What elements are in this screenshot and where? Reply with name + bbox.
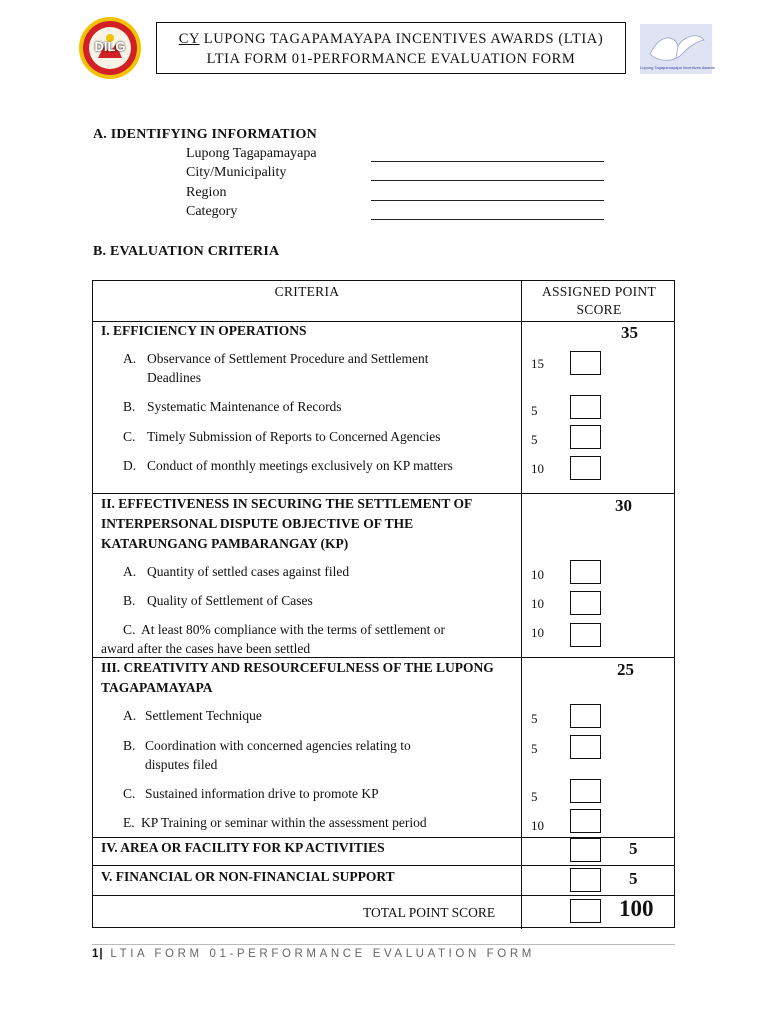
item-letter: B.	[123, 593, 136, 608]
title-year-prefix: CY	[178, 31, 200, 47]
item-letter: A.	[123, 351, 137, 366]
item-text: Coordination with concerned agencies relating to	[145, 738, 411, 753]
item-text: Conduct of monthly meetings exclusively on KP matters	[147, 458, 453, 473]
item-points: 10	[531, 461, 544, 476]
dilg-logo-text: DILG	[94, 39, 126, 54]
row-divider	[93, 895, 674, 896]
item-letter: C.	[123, 622, 136, 637]
field-region	[186, 185, 606, 204]
item-text: Quantity of settled cases against filed	[147, 564, 350, 579]
item-letter: D.	[123, 458, 137, 473]
category-3-total: 25	[617, 660, 634, 679]
category-4-title: IV. AREA OR FACILITY FOR KP ACTIVITIES	[101, 840, 385, 855]
field-city	[186, 165, 606, 184]
column-divider	[521, 281, 522, 929]
item-text: disputes filed	[145, 757, 218, 772]
section-b-title: B. EVALUATION CRITERIA	[93, 244, 280, 259]
item-points: 5	[531, 711, 538, 726]
item-letter: B.	[123, 738, 136, 753]
item-text: Quality of Settlement of Cases	[147, 593, 313, 608]
field-label: Category	[186, 204, 238, 219]
score-checkbox[interactable]	[570, 704, 601, 728]
category-2-title-line3: KATARUNGANG PAMBARANGAY (KP)	[101, 536, 349, 551]
score-checkbox[interactable]	[570, 560, 601, 584]
form-title-box	[156, 22, 626, 74]
page-number: 1	[92, 948, 100, 960]
item-points: 10	[531, 596, 544, 611]
form-title-line2: LTIA FORM 01-PERFORMANCE EVALUATION FORM	[206, 51, 576, 67]
category-4-total: 5	[629, 839, 638, 858]
score-checkbox[interactable]	[570, 425, 601, 449]
score-header-line1: ASSIGNED POINT	[541, 284, 657, 299]
category-2-title-line2: INTERPERSONAL DISPUTE OBJECTIVE OF THE	[101, 516, 414, 531]
category-1-title: I. EFFICIENCY IN OPERATIONS	[101, 323, 307, 338]
total-point-score-value: 100	[619, 896, 654, 921]
form-title-line1: LUPONG TAGAPAMAYAPA INCENTIVES AWARDS (LTIA)	[203, 31, 604, 47]
category-3-title-line1: III. CREATIVITY AND RESOURCEFULNESS OF THE LUPONG	[101, 660, 494, 675]
item-points: 5	[531, 741, 538, 756]
score-checkbox[interactable]	[570, 868, 601, 892]
item-text: Systematic Maintenance of Records	[147, 399, 342, 414]
footer-separator: |	[99, 948, 104, 960]
item-text: Timely Submission of Reports to Concerned Agencies	[147, 429, 441, 444]
category-3-title-line2: TAGAPAMAYAPA	[101, 680, 213, 695]
item-points: 10	[531, 625, 544, 640]
score-checkbox[interactable]	[570, 351, 601, 375]
category-5-title: V. FINANCIAL OR NON-FINANCIAL SUPPORT	[101, 869, 395, 884]
score-checkbox[interactable]	[570, 395, 601, 419]
field-category	[186, 204, 606, 223]
item-points: 10	[531, 818, 544, 833]
item-text: At least 80% compliance with the terms of settlement or	[141, 622, 446, 637]
ltia-logo-caption: Lupong Tagapamayapa Incentives Awards	[640, 65, 716, 70]
score-checkbox[interactable]	[570, 779, 601, 803]
item-text: Deadlines	[147, 370, 201, 385]
field-label: City/Municipality	[186, 165, 287, 180]
criteria-header: CRITERIA	[274, 284, 340, 299]
total-point-score-label: TOTAL POINT SCORE	[363, 905, 496, 920]
fill-in-line[interactable]	[371, 200, 604, 201]
item-letter: C.	[123, 429, 136, 444]
item-letter: E.	[123, 815, 135, 830]
score-checkbox[interactable]	[570, 809, 601, 833]
item-letter: B.	[123, 399, 136, 414]
field-label: Lupong Tagapamayapa	[186, 146, 317, 161]
score-checkbox[interactable]	[570, 456, 601, 480]
score-checkbox[interactable]	[570, 838, 601, 862]
score-checkbox[interactable]	[570, 735, 601, 759]
evaluation-criteria-table	[92, 280, 675, 928]
item-points: 5	[531, 403, 538, 418]
fill-in-line[interactable]	[371, 180, 604, 181]
footer-text: LTIA FORM 01-PERFORMANCE EVALUATION FORM	[110, 948, 535, 960]
row-divider	[93, 865, 674, 866]
item-letter: A.	[123, 564, 137, 579]
score-checkbox[interactable]	[570, 591, 601, 615]
field-label: Region	[186, 185, 227, 200]
category-2-title-line1: II. EFFECTIVENESS IN SECURING THE SETTLEMENT OF	[101, 496, 473, 511]
item-text: Settlement Technique	[145, 708, 262, 723]
footer-rule	[92, 944, 675, 945]
page-footer	[92, 948, 535, 960]
fill-in-line[interactable]	[371, 219, 604, 220]
item-points: 5	[531, 789, 538, 804]
ltia-logo	[640, 24, 716, 74]
dilg-logo	[78, 16, 142, 80]
item-letter: A.	[123, 708, 137, 723]
score-header-line2: SCORE	[576, 302, 622, 317]
category-5-total: 5	[629, 869, 638, 888]
category-1-total: 35	[621, 323, 638, 342]
item-letter: C.	[123, 786, 136, 801]
item-points: 15	[531, 356, 544, 371]
section-a-title: A. IDENTIFYING INFORMATION	[93, 127, 317, 142]
item-text: KP Training or seminar within the assessment period	[141, 815, 427, 830]
total-score-checkbox[interactable]	[570, 899, 601, 923]
category-2-total: 30	[615, 496, 632, 515]
item-text: Observance of Settlement Procedure and Settlement	[147, 351, 429, 366]
fill-in-line[interactable]	[371, 161, 604, 162]
item-points: 10	[531, 567, 544, 582]
item-text: Sustained information drive to promote KP	[145, 786, 379, 801]
score-checkbox[interactable]	[570, 623, 601, 647]
field-lupong	[186, 146, 606, 165]
item-points: 5	[531, 432, 538, 447]
item-text: award after the cases have been settled	[101, 641, 311, 656]
